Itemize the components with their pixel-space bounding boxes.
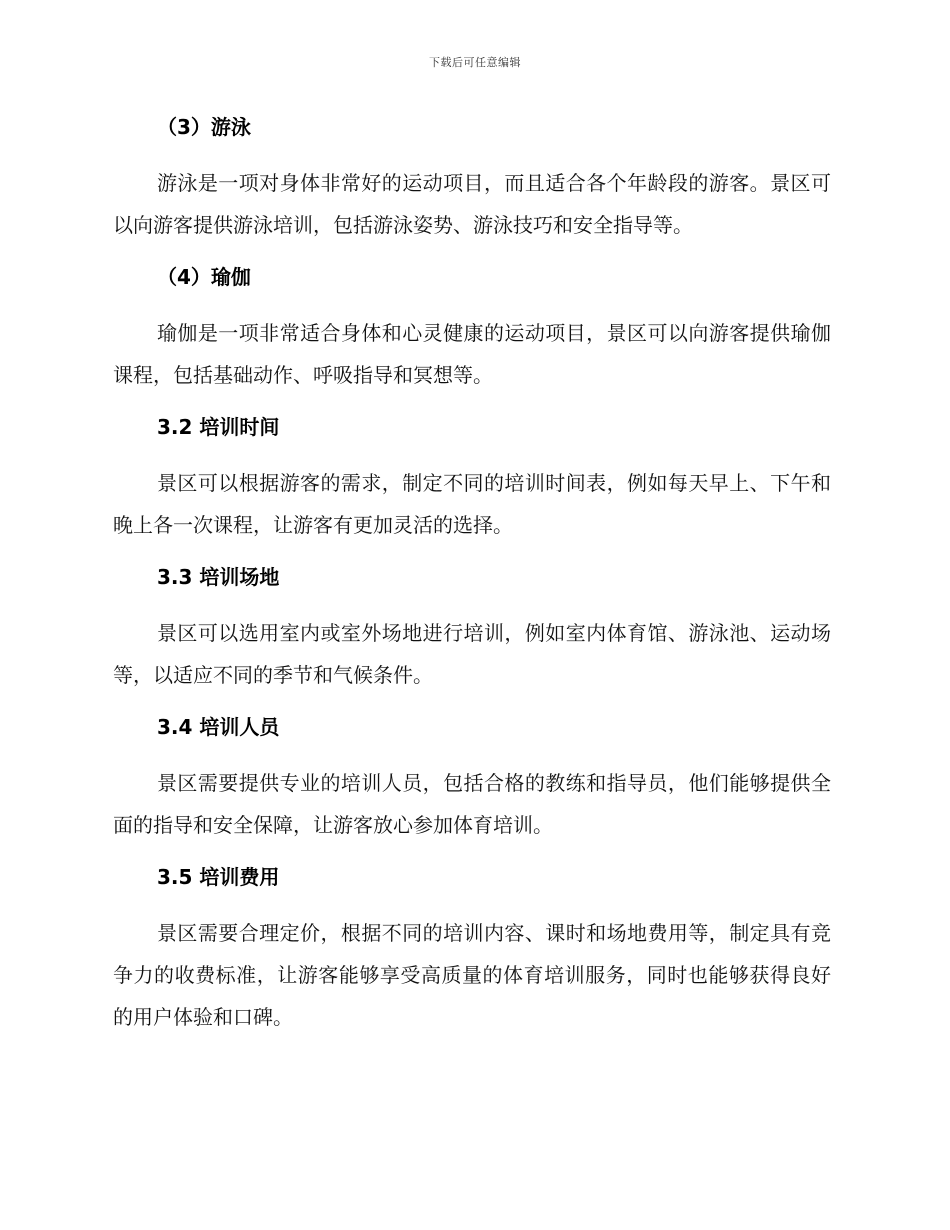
section-heading-training-fees: 3.5 培训费用	[157, 865, 280, 889]
section-heading-training-staff: 3.4 培训人员	[157, 715, 280, 739]
section-paragraph-training-venue: 景区可以选用室内或室外场地进行培训，例如室内体育馆、游泳池、运动场等，以适应不同的季节和气候条件。	[113, 621, 831, 687]
page-header: 下载后可任意编辑	[429, 56, 521, 69]
section-paragraph-training-staff: 景区需要提供专业的培训人员，包括合格的教练和指导员，他们能够提供全面的指导和安全保障，让游客放心参加体育培训。	[113, 771, 831, 837]
section-heading-swimming: （3）游泳	[157, 115, 251, 139]
section-heading-yoga: （4）瑜伽	[157, 265, 251, 289]
section-heading-training-time: 3.2 培训时间	[157, 415, 280, 439]
section-heading-training-venue: 3.3 培训场地	[157, 565, 280, 589]
document-body	[113, 110, 831, 1052]
section-paragraph-training-fees: 景区需要合理定价，根据不同的培训内容、课时和场地费用等，制定具有竞争力的收费标准，让游客能够享受高质量的体育培训服务，同时也能够获得良好的用户体验和口碑。	[113, 921, 831, 1029]
section-paragraph-training-time: 景区可以根据游客的需求，制定不同的培训时间表，例如每天早上、下午和晚上各一次课程，让游客有更加灵活的选择。	[113, 471, 831, 537]
section-paragraph-yoga: 瑜伽是一项非常适合身体和心灵健康的运动项目，景区可以向游客提供瑜伽课程，包括基础动作、呼吸指导和冥想等。	[113, 321, 831, 387]
section-paragraph-swimming: 游泳是一项对身体非常好的运动项目，而且适合各个年龄段的游客。景区可以向游客提供游泳培训，包括游泳姿势、游泳技巧和安全指导等。	[113, 171, 831, 237]
